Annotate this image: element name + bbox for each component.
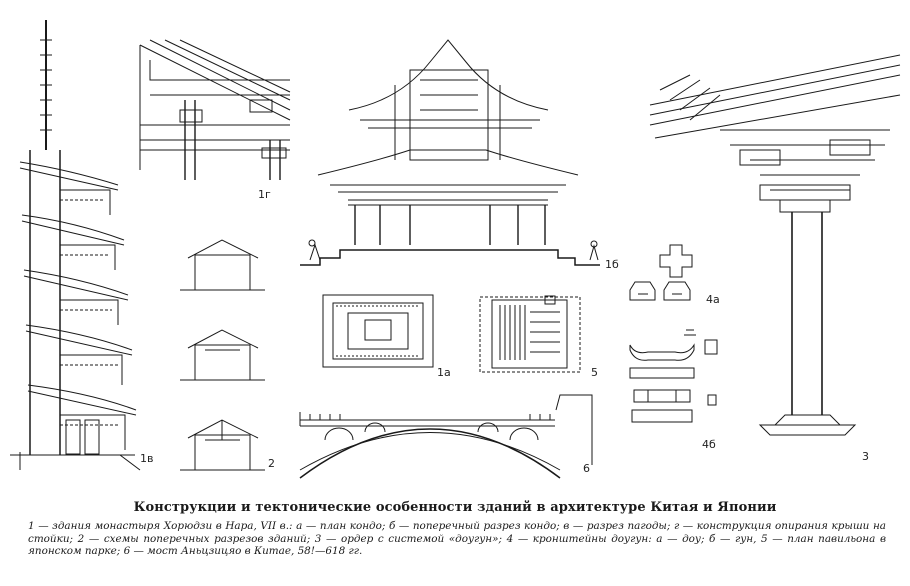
label-4a: 4а [706,293,720,306]
caption-text: 1 — здания монастыря Хорюдзи в Нара, VII в.: а — план кондо; б — поперечный разрез кондо; в — разрез пагоды; г — конструкция опирания крыши на стойки; 2 — схемы поперечных разрезов зданий; 3 — ордер с системой «доугун»; 4 — кронштейны доугун: а — доу; б — гун, 5 — план павильона в японском парке; 6 — мост Аньцзицяо в Китае, 58!—618 гг. [28,520,886,557]
label-5: 5 [591,366,598,379]
kondo-plan-drawing [323,295,433,367]
label-1g: 1г [258,188,271,201]
section-schemes-drawing [180,240,265,470]
label-1v: 1в [140,452,154,465]
pavilion-plan-drawing [480,296,580,372]
label-1b: 1б [605,258,619,271]
roof-support-detail-drawing [140,40,290,180]
caption-title: Конструкции и тектонические особенности зданий в архитектуре Китая и Японии [133,500,777,515]
pagoda-section-drawing [10,20,140,470]
label-6: 6 [583,462,590,475]
doe-bracket-drawings [630,245,717,422]
label-4b: 4б [702,438,716,451]
label-1a: 1а [437,366,451,379]
kondo-cross-section-drawing [300,40,600,265]
anji-bridge-drawing [300,395,592,478]
label-2: 2 [268,457,275,470]
label-3: 3 [862,450,869,463]
